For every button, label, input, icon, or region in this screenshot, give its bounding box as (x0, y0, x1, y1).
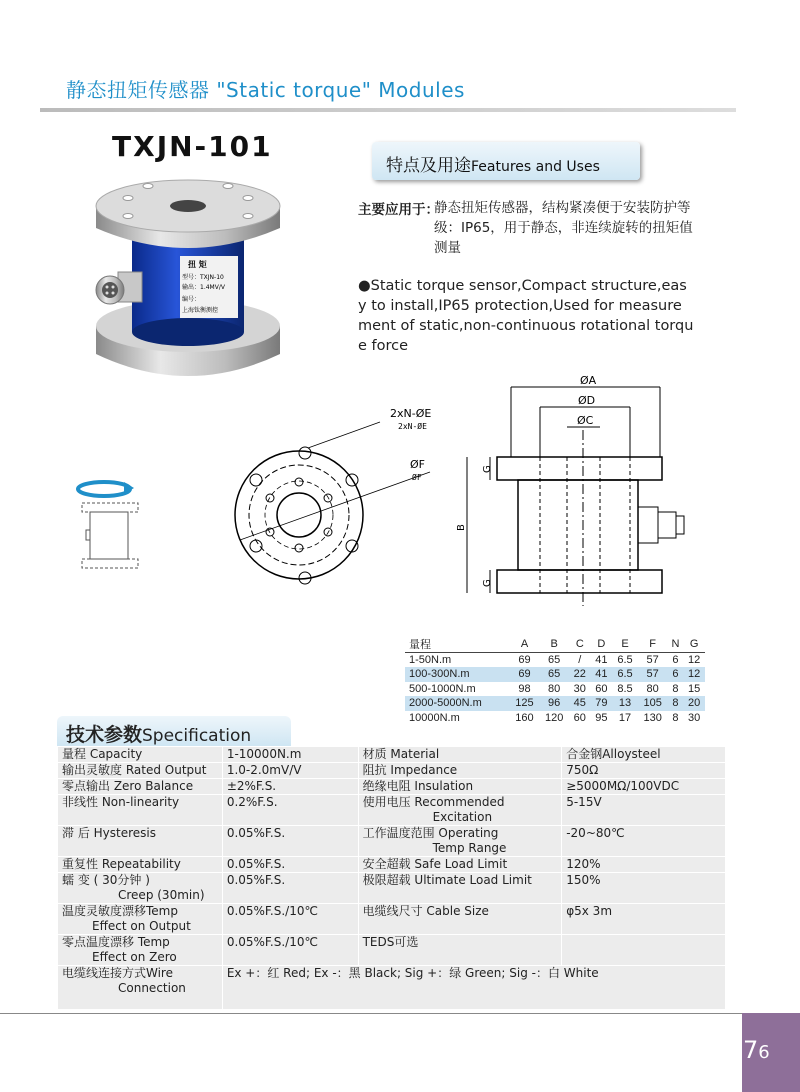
spec-key-line1: 工作温度范围 Operating (362, 826, 499, 840)
spec-row (58, 857, 726, 873)
title-divider (40, 108, 736, 112)
table-cell: 125 (510, 696, 540, 711)
f-label: ØF (410, 458, 425, 471)
spec-key-line2: Excitation (432, 810, 493, 824)
footer-divider (0, 1013, 742, 1014)
spec-key: 安全超载 Safe Load Limit (358, 857, 562, 873)
spec-key: 重复性 Repeatability (58, 857, 223, 873)
label-line4: 编号： (182, 296, 201, 303)
spec-row (58, 779, 726, 795)
technical-drawings (0, 370, 800, 620)
table-cell: 17 (618, 711, 632, 724)
rotation-icon (78, 482, 134, 496)
table-cell: 65 (548, 654, 561, 666)
table-cell: 57 (646, 654, 659, 666)
table-cell: 79 (591, 696, 613, 711)
spec-row-wire (58, 966, 726, 1010)
spec-value: 0.05%F.S. (222, 857, 358, 873)
spec-key: 极限超载 Ultimate Load Limit (358, 873, 562, 904)
model-number: TXJN-101 (112, 130, 273, 163)
table-cell: 130 (643, 711, 662, 724)
features-english-text: ●Static torque sensor,Compact structure,easy to install,IP65 protection,Used for measurement of static,non-continuous rotational torque force (358, 278, 694, 354)
table-cell: 13 (612, 696, 638, 711)
spec-key: 非线性 Non-linearity (58, 795, 223, 826)
table-cell: 80 (548, 682, 561, 695)
table-header-cell: E (612, 636, 638, 653)
spec-table (57, 746, 726, 1010)
table-cell: 6 (672, 654, 679, 666)
spec-key-line1: 零点温度漂移 Temp (62, 935, 170, 949)
label-line5: 上海钛衡测控 (182, 307, 219, 314)
spec-key-line2: Connection (118, 981, 186, 995)
dimension-table (405, 636, 705, 725)
spec-value: 5-15V (562, 795, 726, 826)
table-cell: 20 (683, 696, 705, 711)
table-cell: 30 (573, 682, 586, 695)
table-cell: 8 (672, 682, 679, 695)
table-cell: 8 (672, 711, 679, 724)
table-cell: 69 (510, 667, 540, 682)
side-view-drawing (467, 387, 684, 606)
spec-key-line2: Effect on Output (92, 919, 191, 933)
table-row (405, 667, 705, 682)
spec-row (58, 935, 726, 966)
spec-key: 电缆线尺寸 Cable Size (358, 904, 562, 935)
label-line3: 输出：1.4MV/V (182, 284, 225, 291)
spec-value: 0.2%F.S. (222, 795, 358, 826)
spec-value: -20~80℃ (562, 826, 726, 857)
table-cell: 15 (688, 682, 701, 695)
table-cell: 6.5 (612, 667, 638, 682)
spec-value: 0.05%F.S. (222, 826, 358, 857)
table-cell: 98 (518, 682, 531, 695)
table-cell: 65 (539, 667, 569, 682)
spec-value: 1-10000N.m (222, 747, 358, 763)
table-cell: 1-50N.m (409, 654, 452, 666)
spec-key-line2: Temp Range (432, 841, 507, 855)
table-row (405, 653, 705, 668)
spec-value: ≥5000MΩ/100VDC (562, 779, 726, 795)
product-image (88, 176, 288, 396)
table-cell: 12 (688, 654, 701, 666)
spec-value: 0.05%F.S./10℃ (222, 904, 358, 935)
spec-value (562, 935, 726, 966)
page-number (743, 1036, 770, 1064)
table-cell: 30 (688, 711, 701, 724)
page-number-small: 6 (758, 1042, 770, 1063)
table-cell: 8 (667, 696, 683, 711)
spec-value: 0.05%F.S. (222, 873, 358, 904)
c-label: ØC (577, 414, 594, 427)
table-cell: 41 (595, 654, 608, 666)
g-bottom-label: G (482, 579, 493, 587)
spec-value: 750Ω (562, 763, 726, 779)
spec-heading-en: Specification (142, 726, 252, 746)
spec-row (58, 763, 726, 779)
table-cell: 105 (638, 696, 668, 711)
spec-key (58, 904, 223, 935)
table-header-cell: A (510, 636, 540, 653)
table-cell: 69 (518, 654, 531, 666)
table-cell: 45 (569, 696, 591, 711)
page-number-big: 7 (743, 1036, 759, 1064)
g-top-label: G (482, 465, 493, 473)
spec-value: 合金钢Alloysteel (562, 747, 726, 763)
features-heading (386, 151, 600, 176)
spec-value: 1.0-2.0mV/V (222, 763, 358, 779)
table-cell: 120 (544, 711, 564, 724)
spec-row (58, 826, 726, 857)
wire-connection-value: Ex +：红 Red; Ex -：黑 Black; Sig +：绿 Green; Sig -：白 White (222, 966, 725, 1010)
spec-key: TEDS可选 (358, 935, 562, 966)
a-label: ØA (580, 374, 597, 387)
table-row (405, 711, 705, 726)
table-row (405, 696, 705, 711)
spec-row (58, 747, 726, 763)
f-label-small: ØF (412, 473, 422, 482)
front-view-drawing (235, 422, 430, 584)
spec-key: 滞 后 Hysteresis (58, 826, 223, 857)
spec-key: 绝缘电阻 Insulation (358, 779, 562, 795)
table-cell: 160 (515, 711, 534, 724)
table-header-cell: B (539, 636, 569, 653)
application-text: 静态扭矩传感器，结构紧凑便于安装防护等级：IP65，用于静态，非连续旋转的扭矩值测量 (434, 200, 693, 256)
hole-label-small: 2xN-ØE (398, 422, 427, 431)
spec-value: ±2%F.S. (222, 779, 358, 795)
table-cell: 80 (646, 682, 659, 695)
table-cell: 57 (638, 667, 668, 682)
spec-key (58, 873, 223, 904)
spec-key (58, 966, 223, 1010)
table-header-row (405, 636, 705, 653)
table-header-cell: F (638, 636, 668, 653)
page-title: 静态扭矩传感器 "Static torque" Modules (66, 78, 465, 102)
spec-key-line2: Effect on Zero (92, 950, 177, 964)
spec-key: 量程 Capacity (58, 747, 223, 763)
spec-key (358, 826, 562, 857)
label-line2: 型号：TXJN-10 (182, 274, 224, 281)
spec-key: 材质 Material (358, 747, 562, 763)
spec-heading-cn: 技术参数 (66, 724, 143, 746)
table-header-cell: 量程 (405, 636, 510, 653)
application-label: 主要应用于： (358, 202, 439, 218)
table-cell: 2000-5000N.m (405, 696, 510, 711)
table-cell: 6.5 (617, 654, 633, 666)
table-cell: 60 (595, 682, 608, 695)
table-header-cell: N (667, 636, 683, 653)
side-view-icon (82, 503, 138, 568)
table-cell: 96 (539, 696, 569, 711)
table-cell: 95 (595, 711, 608, 724)
table-header-cell: G (683, 636, 705, 653)
table-cell: 500-1000N.m (409, 682, 476, 695)
table-cell: 41 (591, 667, 613, 682)
d-label: ØD (578, 394, 596, 407)
features-heading-cn: 特点及用途 (386, 156, 471, 176)
b-label: B (456, 524, 467, 531)
spec-key: 阻抗 Impedance (358, 763, 562, 779)
table-cell: 22 (569, 667, 591, 682)
spec-key-line1: 蠕 变 ( 30分钟 ) (62, 873, 150, 887)
table-cell: 100-300N.m (405, 667, 510, 682)
hole-label: 2xN-ØE (390, 407, 432, 420)
spec-key (358, 795, 562, 826)
table-cell: 6 (667, 667, 683, 682)
features-heading-en: Features and Uses (471, 159, 600, 175)
table-cell: 10000N.m (409, 711, 460, 724)
spec-key-line1: 温度灵敏度漂移Temp (62, 904, 178, 918)
label-line1: 扭 矩 (188, 260, 207, 269)
spec-key: 输出灵敏度 Rated Output (58, 763, 223, 779)
table-row (405, 682, 705, 697)
spec-key-line1: 使用电压 Recommended (362, 795, 505, 809)
table-cell: 60 (573, 711, 586, 724)
spec-row (58, 873, 726, 904)
table-cell: 12 (683, 667, 705, 682)
spec-value: 120% (562, 857, 726, 873)
spec-row (58, 795, 726, 826)
spec-value: 150% (562, 873, 726, 904)
table-cell: 8.5 (617, 682, 633, 695)
spec-key: 零点输出 Zero Balance (58, 779, 223, 795)
spec-row (58, 904, 726, 935)
spec-key-line1: 电缆线连接方式Wire (62, 966, 173, 980)
spec-heading (66, 720, 251, 747)
table-header-cell: C (569, 636, 591, 653)
table-cell: / (578, 654, 582, 666)
spec-key-line2: Creep (30min) (118, 888, 205, 902)
table-header-cell: D (591, 636, 613, 653)
spec-value: φ5x 3m (562, 904, 726, 935)
spec-value: 0.05%F.S./10℃ (222, 935, 358, 966)
spec-key (58, 935, 223, 966)
